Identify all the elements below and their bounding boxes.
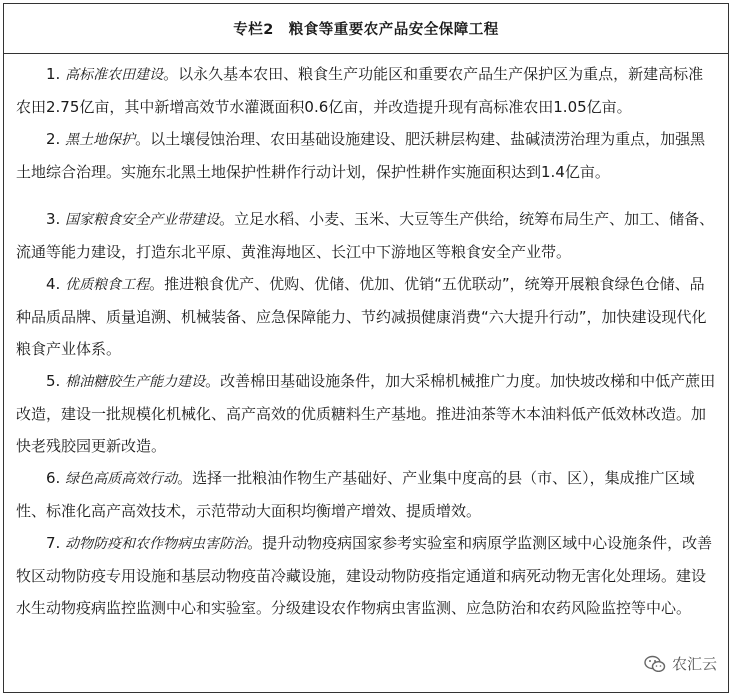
item-7 xyxy=(16,527,716,624)
item-number: 4. xyxy=(46,275,66,293)
feature-box xyxy=(3,3,729,693)
item-heading: 动物防疫和农作物病虫害防治 xyxy=(65,536,248,552)
item-heading: 绿色高质高效行动 xyxy=(65,471,178,487)
item-5 xyxy=(16,365,716,462)
title-row xyxy=(4,4,728,54)
box-title: 专栏2 粮食等重要农产品安全保障工程 xyxy=(233,22,499,38)
item-heading: 黑土地保护 xyxy=(65,132,136,148)
item-number: 5. xyxy=(46,372,66,390)
item-text: 。立足水稻、小麦、玉米、大豆等生产供给，统筹布局生产、加工、储备、流通等能力建设，打造东北平原、黄淮海地区、长江中下游地区等粮食安全产业带。 xyxy=(16,210,715,261)
item-6 xyxy=(16,462,716,527)
item-number: 7. xyxy=(46,534,66,552)
item-number: 2. xyxy=(46,130,66,148)
item-text: 。选择一批粮油作物生产基础好、产业集中度高的县（市、区），集成推广区域性、标准化高产高效技术，示范带动大面积均衡增产增效、提质增效。 xyxy=(16,469,695,520)
source-watermark xyxy=(640,652,721,675)
item-2 xyxy=(16,123,716,188)
item-text: 。以永久基本农田、粮食生产功能区和重要农产品生产保护区为重点，新建高标准农田2.75亿亩，其中新增高效节水灌溉面积0.6亿亩，并改造提升现有高标准农田1.05亿亩。 xyxy=(16,65,704,116)
spacer xyxy=(16,188,716,203)
item-heading: 优质粮食工程 xyxy=(65,277,150,293)
item-heading: 棉油糖胶生产能力建设 xyxy=(65,374,206,390)
item-number: 3. xyxy=(46,210,66,228)
item-text: 。以土壤侵蚀治理、农田基础设施建设、肥沃耕层构建、盐碱渍涝治理为重点，加强黑土地综合治理。实施东北黑土地保护性耕作行动计划，保护性耕作实施面积达到1.4亿亩。 xyxy=(16,130,706,181)
item-text: 。提升动物疫病国家参考实验室和病原学监测区域中心设施条件，改善牧区动物防疫专用设施和基层动物疫苗冷藏设施，建设动物防疫指定通道和病死动物无害化处理场。建设水生动物疫病监控监测中心和实验室。分级建设农作物病虫害监测、应急防治和农药风险监控等中心。 xyxy=(16,534,713,617)
item-text: 。推进粮食优产、优购、优储、优加、优销“五优联动”，统筹开展粮食绿色仓储、品种品质品牌、质量追溯、机械装备、应急保障能力、节约减损健康消费“六大提升行动”，加快建设现代化粮食产业体系。 xyxy=(16,275,707,358)
item-4 xyxy=(16,268,716,365)
box-content xyxy=(4,54,728,624)
item-heading: 国家粮食安全产业带建设 xyxy=(65,212,220,228)
item-text: 。改善棉田基础设施条件，加大采棉机械推广力度。加快坡改梯和中低产蔗田改造，建设一批规模化机械化、高产高效的优质糖料生产基地。推进油茶等木本油料低产低效林改造。加快老残胶园更新改造。 xyxy=(16,372,716,455)
item-heading: 高标准农田建设 xyxy=(65,67,164,83)
item-number: 6. xyxy=(46,469,66,487)
item-number: 1. xyxy=(46,65,66,83)
watermark-label: 农汇云 xyxy=(671,655,717,673)
wechat-icon xyxy=(644,655,666,673)
item-1 xyxy=(16,58,716,123)
item-3 xyxy=(16,203,716,268)
